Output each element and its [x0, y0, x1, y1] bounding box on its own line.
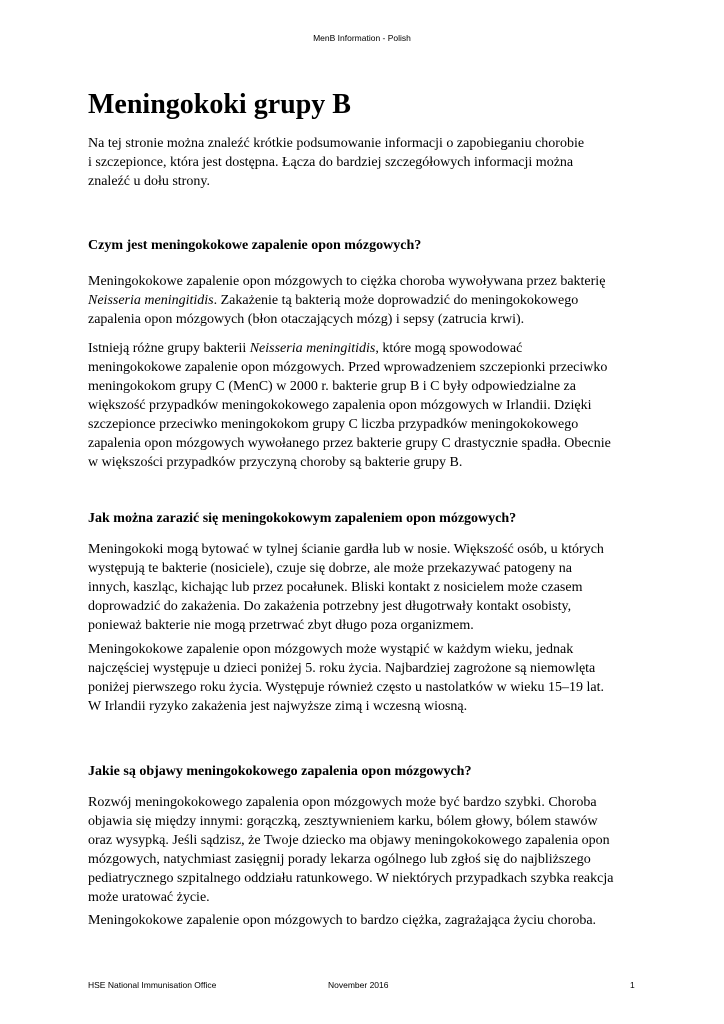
- intro-paragraph: [88, 134, 648, 191]
- paragraph: [88, 272, 648, 329]
- text-line: Meningokokowe zapalenie opon mózgowych to bardzo ciężka, zagrażająca życiu choroba.: [88, 913, 597, 928]
- paragraph: [88, 339, 648, 472]
- paragraph: [88, 911, 648, 930]
- italic-text: Neisseria meningitidis: [249, 341, 376, 356]
- text-line: poniżej pierwszego roku życia. Występuje również często u nastolatków w wieku 15–19 lat.: [88, 680, 604, 695]
- footer-office: HSE National Immunisation Office: [88, 980, 217, 990]
- italic-text: Neisseria meningitidis: [88, 293, 214, 308]
- text-line: doprowadzić do zakażenia. Do zakażenia potrzebny jest długotrwały kontakt osobisty,: [88, 599, 572, 614]
- text-line: pediatrycznego szpitalnego oddziału ratunkowego. W niektórych przypadkach szybka reakcja: [88, 871, 614, 886]
- text-line: zapalenia opon mózgowych wywołanego przez bakterie grupy C drastycznie spadła. Obecnie: [88, 436, 611, 451]
- text-line: Meningokoki mogą bytować w tylnej ścianie gardła lub w nosie. Większość osób, u których: [88, 542, 604, 557]
- paragraph: [88, 793, 648, 907]
- paragraph: [88, 540, 648, 635]
- text-line: Na tej stronie można znaleźć krótkie podsumowanie informacji o zapobieganiu chorobie: [88, 136, 585, 151]
- text-line: Meningokokowe zapalenie opon mózgowych to ciężka choroba wywoływana przez bakterię: [88, 274, 606, 289]
- text-line: W Irlandii ryzyko zakażenia jest najwyższe zimą i wczesną wiosną.: [88, 699, 468, 714]
- text-line: szczepionce przeciwko meningokokom grupy C liczba przypadków meningokokowego: [88, 417, 579, 432]
- text-line: innych, kaszląc, kichając lub przez pocałunek. Bliski kontakt z nosicielem może czasem: [88, 580, 583, 595]
- text-line: zapalenia opon mózgowych (błon otaczających mózg) i sepsy (zatrucia krwi).: [88, 312, 525, 327]
- running-header: MenB Information - Polish: [313, 33, 411, 43]
- footer-date: November 2016: [328, 980, 389, 990]
- text-line: meningokokowe zapalenie opon mózgowych. Przed wprowadzeniem szczepionki przeciwko: [88, 360, 608, 375]
- text-line: meningokokom grupy C (MenC) w 2000 r. bakterie grup B i C były odpowiedzialne za: [88, 379, 576, 394]
- text-line: Istnieją różne grupy bakterii Neisseria meningitidis, które mogą spowodować: [88, 341, 523, 356]
- text-line: i szczepionce, która jest dostępna. Łącza do bardziej szczegółowych informacji można: [88, 155, 574, 170]
- text-line: może uratować życie.: [88, 890, 210, 905]
- paragraph: [88, 640, 648, 716]
- text-line: znaleźć u dołu strony.: [88, 174, 210, 189]
- section-heading: Jakie są objawy meningokokowego zapalenia opon mózgowych?: [88, 764, 472, 779]
- text-line: występują te bakterie (nosiciele), czuje się dobrze, ale może przekazywać patogeny na: [88, 561, 572, 576]
- page-title: Meningokoki grupy B: [88, 89, 351, 120]
- text-line: objawia się między innymi: gorączką, zesztywnieniem karku, bólem głowy, bólem stawów: [88, 814, 598, 829]
- text-line: większość przypadków meningokokowego zapalenia opon mózgowych w Irlandii. Dzięki: [88, 398, 592, 413]
- text-line: Meningokokowe zapalenie opon mózgowych może wystąpić w każdym wieku, jednak: [88, 642, 574, 657]
- text-line: Rozwój meningokokowego zapalenia opon mózgowych może być bardzo szybki. Choroba: [88, 795, 597, 810]
- text-line: mózgowych, natychmiast zasięgnij porady lekarza ogólnego lub zgłoś się do najbliższego: [88, 852, 591, 867]
- footer-page-number: 1: [630, 980, 635, 990]
- section-heading: Jak można zarazić się meningokokowym zapaleniem opon mózgowych?: [88, 511, 517, 526]
- text-line: Neisseria meningitidis. Zakażenie tą bakterią może doprowadzić do meningokokowego: [88, 293, 579, 308]
- section-heading: Czym jest meningokokowe zapalenie opon mózgowych?: [88, 238, 422, 253]
- text-line: najczęściej występuje u dzieci poniżej 5. roku życia. Najbardziej zagrożone są niemowlęta: [88, 661, 596, 676]
- text-line: w większości przypadków przyczyną choroby są bakterie grupy B.: [88, 455, 463, 470]
- text-line: ponieważ bakterie nie mogą przetrwać zbyt długo poza organizmem.: [88, 618, 474, 633]
- text-line: oraz wysypką. Jeśli sądzisz, że Twoje dziecko ma objawy meningokokowego zapalenia opon: [88, 833, 610, 848]
